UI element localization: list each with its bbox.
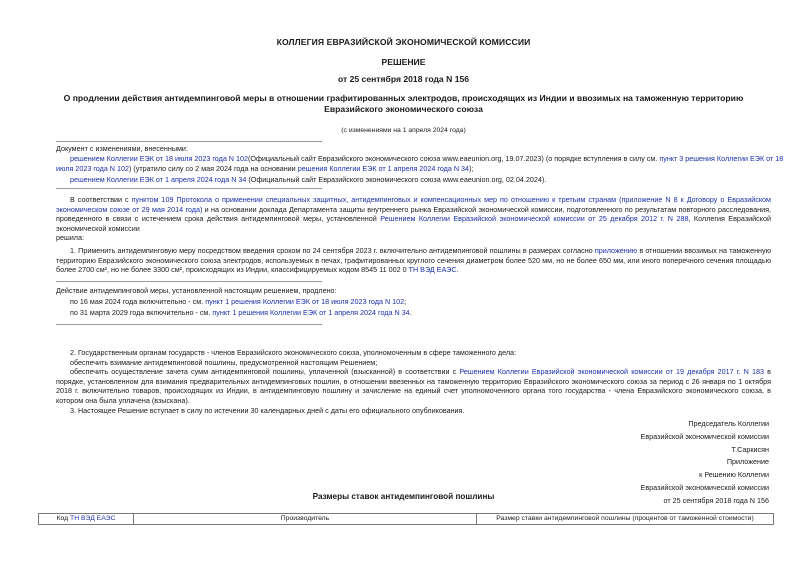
extension-line-1: по 16 мая 2024 года включительно - см. пункт 1 решения Коллегии ЕЭК от 18 июля 2023 года N 102; bbox=[70, 297, 407, 306]
doc-title-line2: Евразийского экономического союза bbox=[324, 103, 483, 114]
decision-183-link[interactable]: Решением Коллегии Евразийской экономической комиссии от 19 декабря 2017 г. N 183 bbox=[459, 367, 765, 377]
changes-line-2: июля 2023 года N 102) (утратило силу со 2 мая 2024 года на основании решения Коллегии ЕЭК от 1 апреля 2024 года N 34); bbox=[56, 164, 474, 173]
preamble: В соответствии с пунктом 109 Протокола о применении специальных защитных, антидемпинговых и компенсационных мер по отношению к третьим странам (приложение N 8 к Договору о Евразийском экономическом союзе от 29 мая 2014 года) и на основании доклада Департамента защиты внутреннего рынка Евразийской экономической комиссии, подготовленного по результатам повторного расследования, проведенного в связи с истечением срока действия антидемпинговой меры, установленной Решением Коллегии Евразийской экономической комиссии от 25 декабря 2012 г. N 288, Коллегия Евразийской экономической комиссии решила: bbox=[56, 195, 771, 243]
col-rate-header: Размер ставки антидемпинговой пошлины (процентов от таможенной стоимости) bbox=[496, 515, 754, 522]
appendix-caption: Приложение bbox=[726, 457, 769, 467]
col-producer-header: Производитель bbox=[134, 514, 477, 524]
divider bbox=[56, 141, 322, 142]
extension-link-34[interactable]: пункт 1 решения Коллегии ЕЭК от 1 апреля 2024 года N 34 bbox=[212, 308, 410, 317]
org-heading: КОЛЛЕГИЯ ЕВРАЗИЙСКОЙ ЭКОНОМИЧЕСКОЙ КОМИССИИ bbox=[276, 37, 531, 47]
rates-title: Размеры ставок антидемпинговой пошлины bbox=[312, 492, 495, 501]
col-code-header: Код ТН ВЭД ЕАЭС bbox=[39, 514, 134, 524]
extension-intro: Действие антидемпинговой меры, установленной настоящим решением, продлено: bbox=[56, 286, 337, 295]
col-code-tnved-link[interactable]: ТН ВЭД ЕАЭС bbox=[70, 515, 116, 522]
changes-line-3: решением Коллегии ЕЭК от 1 апреля 2024 года N 34 (Официальный сайт Евразийского экономического союза www.eaeunion.org, 02.04.2024). bbox=[70, 175, 547, 184]
divider bbox=[56, 188, 322, 189]
appendix-link[interactable]: приложению bbox=[594, 246, 638, 255]
item-3: 3. Настоящее Решение вступает в силу по истечении 30 календарных дней с даты его официального опубликования. bbox=[70, 405, 465, 415]
tn-ved-link[interactable]: ТН ВЭД ЕАЭС bbox=[408, 265, 457, 275]
doc-type: РЕШЕНИЕ bbox=[381, 57, 426, 67]
change-link-decision-34-b[interactable]: решением Коллегии ЕЭК от 1 апреля 2024 года N 34 bbox=[70, 175, 247, 184]
doc-date-number: от 25 сентября 2018 года N 156 bbox=[337, 74, 470, 84]
extension-link-102[interactable]: пункт 1 решения Коллегии ЕЭК от 18 июля 2023 года N 102 bbox=[205, 297, 405, 306]
extension-line-2: по 31 марта 2029 года включительно - см. пункт 1 решения Коллегии ЕЭК от 1 апреля 2024 года N 34. bbox=[70, 308, 412, 317]
change-link-decision-102[interactable]: решением Коллегии ЕЭК от 18 июля 2023 года N 102 bbox=[70, 154, 248, 163]
divider bbox=[56, 281, 322, 282]
rates-table-header bbox=[38, 513, 774, 525]
change-link-point3-102[interactable]: пункт 3 решения Коллегии ЕЭК от 18 bbox=[659, 154, 784, 163]
change-link-decision-102-cont[interactable]: июля 2023 года N 102 bbox=[56, 164, 129, 173]
doc-title bbox=[0, 93, 807, 114]
item-1: 1. Применить антидемпинговую меру посредством введения сроком по 24 сентября 2023 г. включительно антидемпинговой пошлины в размерах согласно приложению в отношении ввозимых на таможенную территорию Евразийского экономического союза электродов, используемых в печах, графитированных круглого сечения диаметром более 520 мм, но не более 650 мм, или иного поперечного сечения площадью более 2700 см², но не более 3300 см², происходящих из Индии, классифицируемых кодом 8545 11 002 0 ТН ВЭД ЕАЭС. bbox=[56, 246, 771, 275]
edition-note: (с изменениями на 1 апреля 2024 года) bbox=[341, 127, 466, 134]
protocol-link[interactable]: пунктом 109 Протокола о применении специальных защитных, антидемпинговых и компенсационных мер по отношению к третьим странам (приложение N 8 к Договору о Евразийском экономическом союзе от 29 мая 2014 года) bbox=[56, 195, 771, 214]
change-link-decision-34[interactable]: решения Коллегии ЕЭК от 1 апреля 2024 года N 34 bbox=[297, 164, 470, 173]
item-2: 2. Государственным органам государств - членов Евразийского экономического союза, уполномоченным в сфере таможенного дела: обеспечить взимание антидемпинговой пошлины, предусмотренной настоящим Решением; обеспечить осуществление зачета сумм антидемпинговой пошлины, уплаченной (взысканной) в соответствии с Решением Коллегии Евразийской экономической комиссии от 19 декабря 2017 г. N 183 в порядке, установленном для взимания предварительных антидемпинговых пошлин, в отношении ввезенных на таможенную территорию Евразийского экономического союза за период с 26 января по 1 октября 2018 г. включительно товаров, происходящих из Индии, в антидемпинговую пошлину и зачисление на единый счет уполномоченного органа того государства - члена Евразийского экономического союза, в котором она была уплачена (взыскана). 3. Настоящее Решение вступает в силу по истечении 30 календарных дней с даты его официального опубликования. bbox=[56, 348, 771, 415]
decided-label: решила: bbox=[56, 233, 84, 243]
divider bbox=[56, 324, 322, 325]
decision-288-link[interactable]: Решением Коллегии Евразийской экономической комиссии от 25 декабря 2012 г. N 288 bbox=[380, 214, 689, 224]
signature-block: Председатель Коллегии Евразийской экономической комиссии Т.Саркисян Приложение к Решению Коллегии Евразийской экономической комиссии от 25 сентября 2018 года N 156 bbox=[640, 419, 769, 505]
changes-intro: Документ с изменениями, внесенными: bbox=[56, 144, 188, 153]
changes-line-1: решением Коллегии ЕЭК от 18 июля 2023 года N 102(Официальный сайт Евразийского экономического союза www.eaeunion.org, 19.07.2023) (о порядке вступления в силу см. пункт 3 решения Коллегии ЕЭК от 18 bbox=[70, 154, 784, 163]
doc-title-line1: О продлении действия антидемпинговой меры в отношении графитированных электродов, происходящих из Индии и ввозимых на таможенную территорию bbox=[63, 93, 744, 103]
